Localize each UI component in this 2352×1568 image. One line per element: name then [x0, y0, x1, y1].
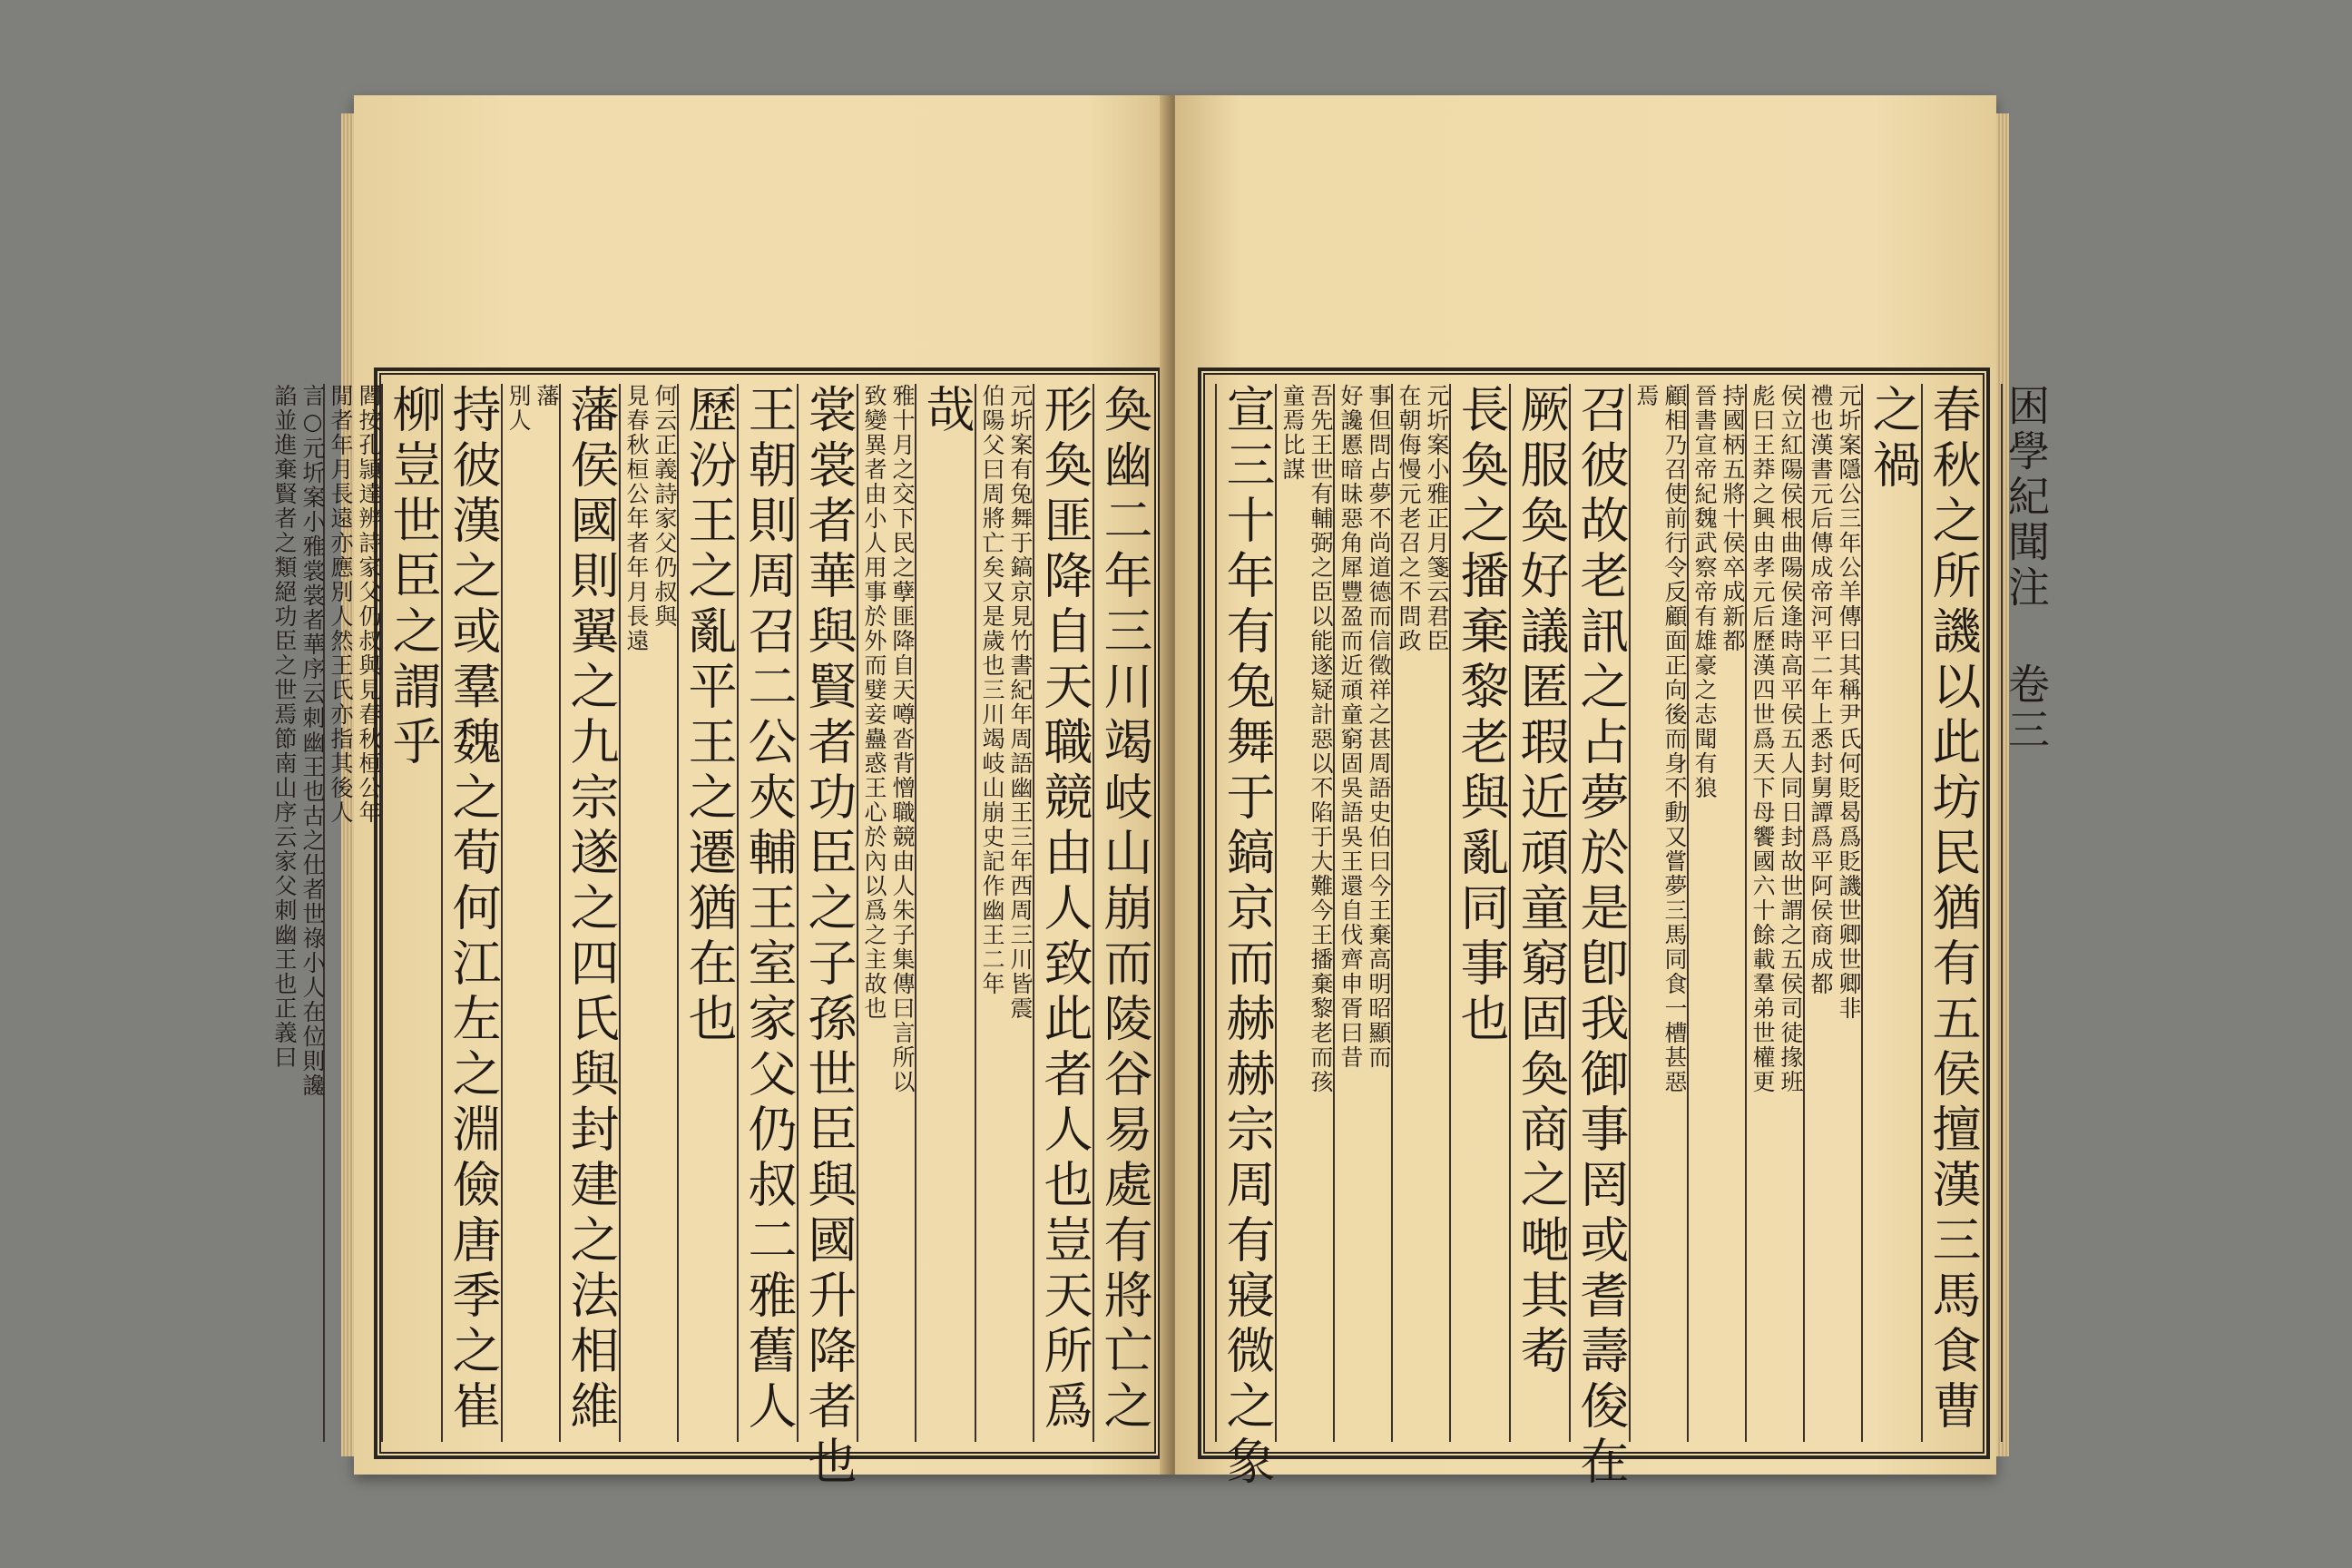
right-page-column: 春秋之所譏以此坊民猶有五侯擅漢三馬食曹 — [1921, 384, 1983, 1442]
annotation-line: 好讒慝暗昧惡角犀豐盈而近頑童窮固吳語吳王還自伐齊申胥曰昔 — [1338, 384, 1364, 1070]
annotation-line: 在朝侮慢元老召之不問政 — [1396, 384, 1422, 653]
annotation-line: 事但問占夢不尚道德而信徵祥之甚周語史伯曰今王棄高明昭顯而 — [1366, 384, 1392, 1070]
annotation-line: 吾先王世有輔弼之臣以能遂疑計惡以不陷于大難今王播棄黎老而孩 — [1308, 384, 1334, 1094]
left-page — [271, 95, 1171, 1491]
annotation-line: 伯陽父曰周將亡矣又是歲也三川竭岐山崩史記作幽王二年 — [979, 384, 1005, 996]
annotation-line: 何云正義詩家父仍叔與 — [652, 384, 678, 629]
annotation-line: 持國柄五將十侯卒成新都 — [1720, 384, 1746, 653]
annotation-line: 顧相乃召使前行令反顧面正向後而身不動又嘗夢三馬同食一槽甚惡 — [1661, 384, 1688, 1094]
right-page-column: 之禍 — [1861, 384, 1923, 1442]
right-page-column — [1803, 384, 1863, 1442]
right-page-column: 長奐之播棄黎老與亂同事也 — [1449, 384, 1511, 1442]
annotation-line: 言○元圻案小雅裳裳者華序云刺幽王也古之仕者世祿小人在位則讒 — [299, 384, 326, 1098]
right-page-column: 厥服奐好議匿瑕近頑童窮固奐商之哋其耇 — [1509, 384, 1571, 1442]
right-page-column — [1275, 384, 1335, 1442]
annotation-line: 童焉比謀 — [1279, 384, 1306, 482]
left-page-column — [975, 384, 1034, 1442]
right-text-frame — [1198, 368, 2051, 1491]
annotation-line: 別人 — [505, 384, 532, 433]
left-page-column — [501, 384, 561, 1442]
left-page-column: 持彼漢之或羣魏之荀何江左之淵儉唐季之崔 — [441, 384, 503, 1442]
annotation-line: 焉 — [1633, 384, 1660, 408]
annotation-line: 諂並進棄賢者之類絕功臣之世焉節南山序云家父刺幽王也正義曰 — [271, 384, 298, 1070]
right-page-column — [1333, 384, 1393, 1442]
right-page-column: 宣三十年有兔舞于鎬京而赫赫宗周有寢微之象 — [1215, 384, 1277, 1442]
left-page-column — [619, 384, 679, 1442]
left-page-column: 哉 — [915, 384, 976, 1442]
right-banxin-volume: 卷三 — [2002, 662, 2051, 754]
open-book — [271, 95, 2051, 1491]
annotation-line: 雅十月之交下民之孽匪降自天噂沓背憎職競由人朱子集傳曰言所以 — [889, 384, 916, 1094]
annotation-line: 藩 — [534, 384, 560, 408]
left-page-column: 歷汾王之亂平王之遷猶在也 — [677, 384, 739, 1442]
right-page-column — [1629, 384, 1689, 1442]
annotation-line: 致變異者由小人用事於外而嬖妾蠱惑王心於內以爲之主故也 — [861, 384, 887, 1021]
annotation-line: 見春秋桓公年者年月長遠 — [623, 384, 650, 653]
right-banxin-title: 困學紀聞注 — [2002, 384, 2051, 611]
annotation-line: 禮也漢書元后傳成帝河平二年上悉封舅譚爲平阿侯商成都 — [1808, 384, 1834, 996]
annotation-line: 閒者年月長遠亦應別人然王氏亦指其後人 — [328, 384, 354, 825]
left-page-column: 形奐匪降自天職競由人致此者人也豈天所爲 — [1033, 384, 1094, 1442]
left-page-column: 柳豈世臣之謂乎 — [381, 384, 443, 1442]
left-page-column — [271, 384, 383, 1442]
annotation-line: 侯立紅陽侯根曲陽侯逢時高平侯五人同日封故世謂之五侯司徒掾班 — [1778, 384, 1804, 1094]
left-page-column: 王朝則周召二公夾輔王室家父仍叔二雅舊人 — [737, 384, 799, 1442]
annotation-line: 晉書宣帝紀魏武察帝有雄豪之志聞有狼 — [1691, 384, 1718, 800]
right-page-column: 召彼故老訊之占夢於是卽我御事罔或耆壽俊在 — [1569, 384, 1631, 1442]
left-text-frame — [271, 368, 1161, 1491]
annotation-line: 元圻案有兔舞于鎬京見竹書紀年周語幽王三年西周三川皆震 — [1007, 384, 1034, 1021]
left-page-column — [857, 384, 916, 1442]
left-page-column: 裳裳者華與賢者功臣之子孫世臣與國升降者也 — [797, 384, 858, 1442]
annotation-line: 元圻案隱公三年公羊傳曰其稱尹氏何貶曷爲貶譏世卿世卿非 — [1836, 384, 1862, 1021]
right-page-column — [1687, 384, 1747, 1442]
annotation-line: 彪曰王莽之興由孝元后歷漢四世爲天下母饗國六十餘載羣弟世權更 — [1749, 384, 1776, 1094]
annotation-line: 元圻案小雅正月箋云君臣 — [1424, 384, 1450, 653]
right-page-column — [1745, 384, 1805, 1442]
annotation-line: 閻按孔頴達辨詩家父仍叔與見春秋桓公年 — [356, 384, 382, 825]
right-banxin — [2001, 384, 2050, 1442]
left-page-column: 奐幽二年三川竭岐山崩而陵谷易處有將亡之 — [1093, 384, 1154, 1442]
right-page-column — [1391, 384, 1451, 1442]
left-page-column: 藩侯國則翼之九宗遂之四氏與封建之法相維 — [559, 384, 621, 1442]
